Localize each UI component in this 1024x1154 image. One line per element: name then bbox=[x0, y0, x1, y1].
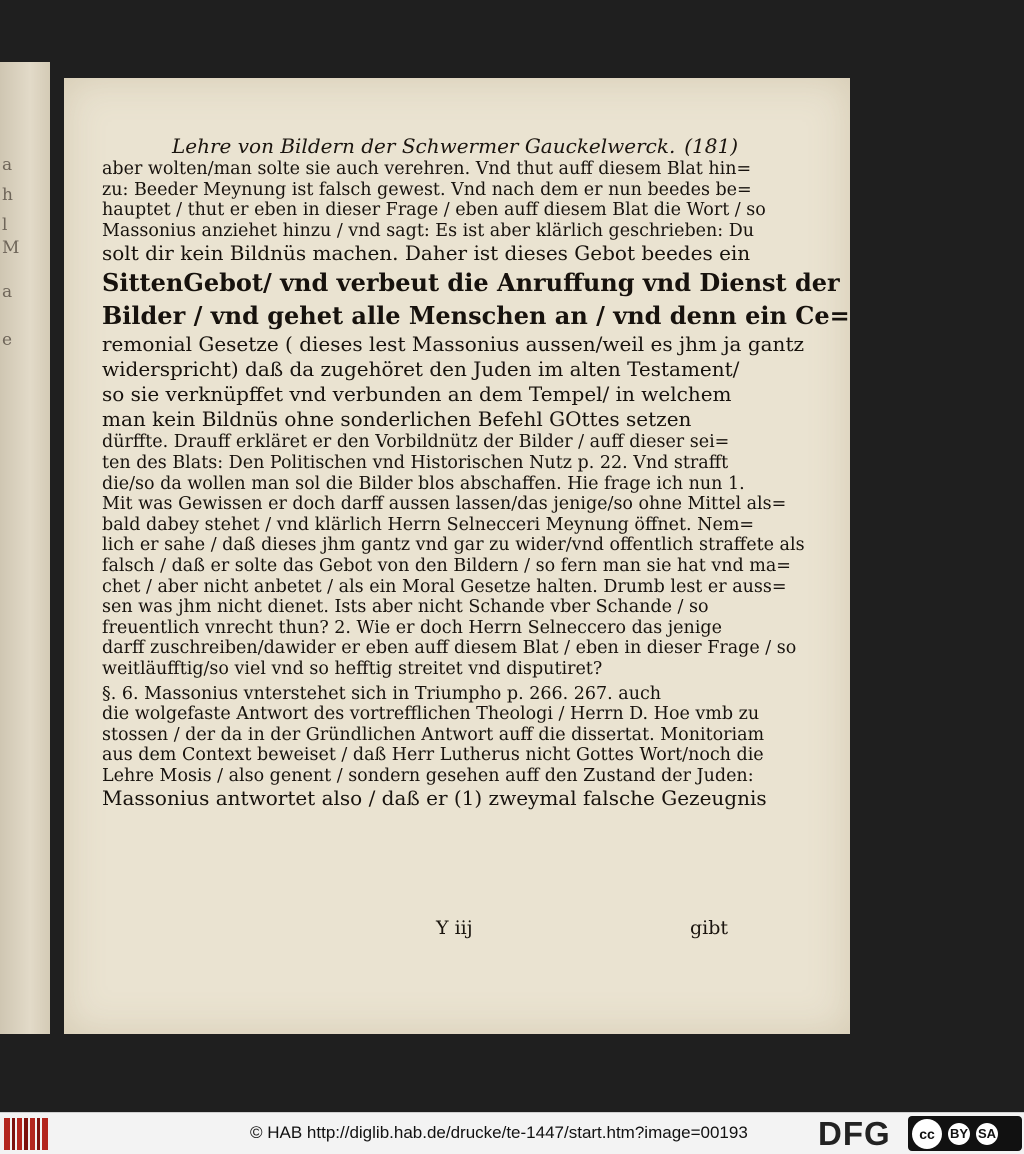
signature-mark: Y iij bbox=[436, 917, 473, 939]
text-line: stossen / der da in der Gründlichen Antwort auff die dissertat. Monitoriam bbox=[102, 724, 765, 745]
text-line: Mit was Gewissen er doch darff aussen lassen/das jenige/so ohne Mittel als= bbox=[102, 494, 787, 515]
by-icon: BY bbox=[948, 1123, 970, 1145]
text-line: die wolgefaste Antwort des vortrefflichen Theologi / Herrn D. Hoe vmb zu bbox=[102, 704, 760, 725]
book-page bbox=[64, 78, 850, 1034]
text-line: weitläufftig/so viel vnd so hefftig streitet vnd disputiret? bbox=[102, 658, 603, 679]
footer-bar bbox=[0, 1112, 1024, 1154]
text-line: die/so da wollen man sol die Bilder blos abschaffen. Hie frage ich nun 1. bbox=[102, 473, 745, 494]
hab-logo-icon[interactable] bbox=[4, 1118, 48, 1150]
text-line: chet / aber nicht anbetet / als ein Moral Gesetze halten. Drumb lest er auss= bbox=[102, 576, 787, 597]
text-line: ten des Blats: Den Politischen vnd Historischen Nutz p. 22. Vnd strafft bbox=[102, 452, 729, 473]
text-line: sen was jhm nicht dienet. Ists aber nicht Schande vber Schande / so bbox=[102, 597, 709, 618]
margin-fragment: l bbox=[2, 215, 8, 235]
text-line: Massonius anziehet hinzu / vnd sagt: Es ist aber klärlich geschrieben: Du bbox=[102, 220, 755, 241]
text-line: aber wolten/man solte sie auch verehren. Vnd thut auff diesem Blat hin= bbox=[102, 159, 752, 179]
footer-credit-link[interactable]: © HAB http://diglib.hab.de/drucke/te-1447/start.htm?image=00193 bbox=[250, 1123, 748, 1142]
cc-license-badge[interactable] bbox=[908, 1116, 1022, 1151]
margin-fragment: M bbox=[2, 238, 20, 258]
text-line: lich er sahe / daß dieses jhm gantz vnd gar zu wider/vnd offentlich straffete als bbox=[102, 535, 805, 556]
margin-fragment: h bbox=[2, 185, 13, 205]
margin-fragment: e bbox=[2, 330, 13, 350]
text-line: solt dir kein Bildnüs machen. Daher ist dieses Gebot beedes ein bbox=[102, 241, 751, 266]
margin-fragment: a bbox=[2, 282, 13, 302]
text-line: Lehre Mosis / also genent / sondern gesehen auff den Zustand der Juden: bbox=[102, 765, 754, 786]
header-title: Lehre von Bildern der Schwermer Gauckelwerck. bbox=[172, 134, 676, 158]
page-body-text bbox=[102, 159, 850, 811]
dfg-logo[interactable]: DFG bbox=[818, 1115, 891, 1152]
text-line: Bilder / vnd gehet alle Menschen an / vnd denn ein Ce= bbox=[102, 301, 850, 331]
text-line: aus dem Context beweiset / daß Herr Lutherus nicht Gottes Wort/noch die bbox=[102, 745, 764, 766]
text-line: hauptet / thut er eben in dieser Frage / eben auff diesem Blat die Wort / so bbox=[102, 200, 766, 221]
cc-icon: cc bbox=[912, 1119, 942, 1149]
text-line: remonial Gesetze ( dieses lest Massonius aussen/weil es jhm ja gantz bbox=[102, 332, 805, 357]
text-line: SittenGebot/ vnd verbeut die Anruffung vnd Dienst der bbox=[102, 268, 840, 298]
text-line: dürffte. Drauff erkläret er den Vorbildnütz der Bilder / auff dieser sei= bbox=[102, 432, 730, 453]
previous-page-edge bbox=[0, 62, 50, 1034]
text-line: freuentlich vnrecht thun? 2. Wie er doch Herrn Selneccero das jenige bbox=[102, 617, 722, 638]
text-line: so sie verknüpffet vnd verbunden an dem Tempel/ in welchem bbox=[102, 382, 732, 407]
running-header bbox=[172, 134, 738, 158]
catchword: gibt bbox=[690, 917, 729, 939]
text-line: man kein Bildnüs ohne sonderlichen Befehl GOttes setzen bbox=[102, 407, 692, 432]
text-line: §. 6. Massonius vnterstehet sich in Triumpho p. 266. 267. auch bbox=[102, 683, 662, 704]
text-line: darff zuschreiben/dawider er eben auff diesem Blat / eben in dieser Frage / so bbox=[102, 638, 797, 659]
text-line: Massonius antwortet also / daß er (1) zweymal falsche Gezeugnis bbox=[102, 786, 767, 811]
text-line: bald dabey stehet / vnd klärlich Herrn Selnecceri Meynung öffnet. Nem= bbox=[102, 514, 755, 535]
margin-fragment: a bbox=[2, 155, 13, 175]
text-line: zu: Beeder Meynung ist falsch gewest. Vnd nach dem er nun beedes be= bbox=[102, 179, 752, 200]
page-number: (181) bbox=[684, 134, 738, 158]
text-line: widerspricht) daß da zugehöret den Juden im alten Testament/ bbox=[102, 357, 740, 382]
text-line: falsch / daß er solte das Gebot von den Bildern / so fern man sie hat vnd ma= bbox=[102, 555, 791, 576]
sa-icon: SA bbox=[976, 1123, 998, 1145]
